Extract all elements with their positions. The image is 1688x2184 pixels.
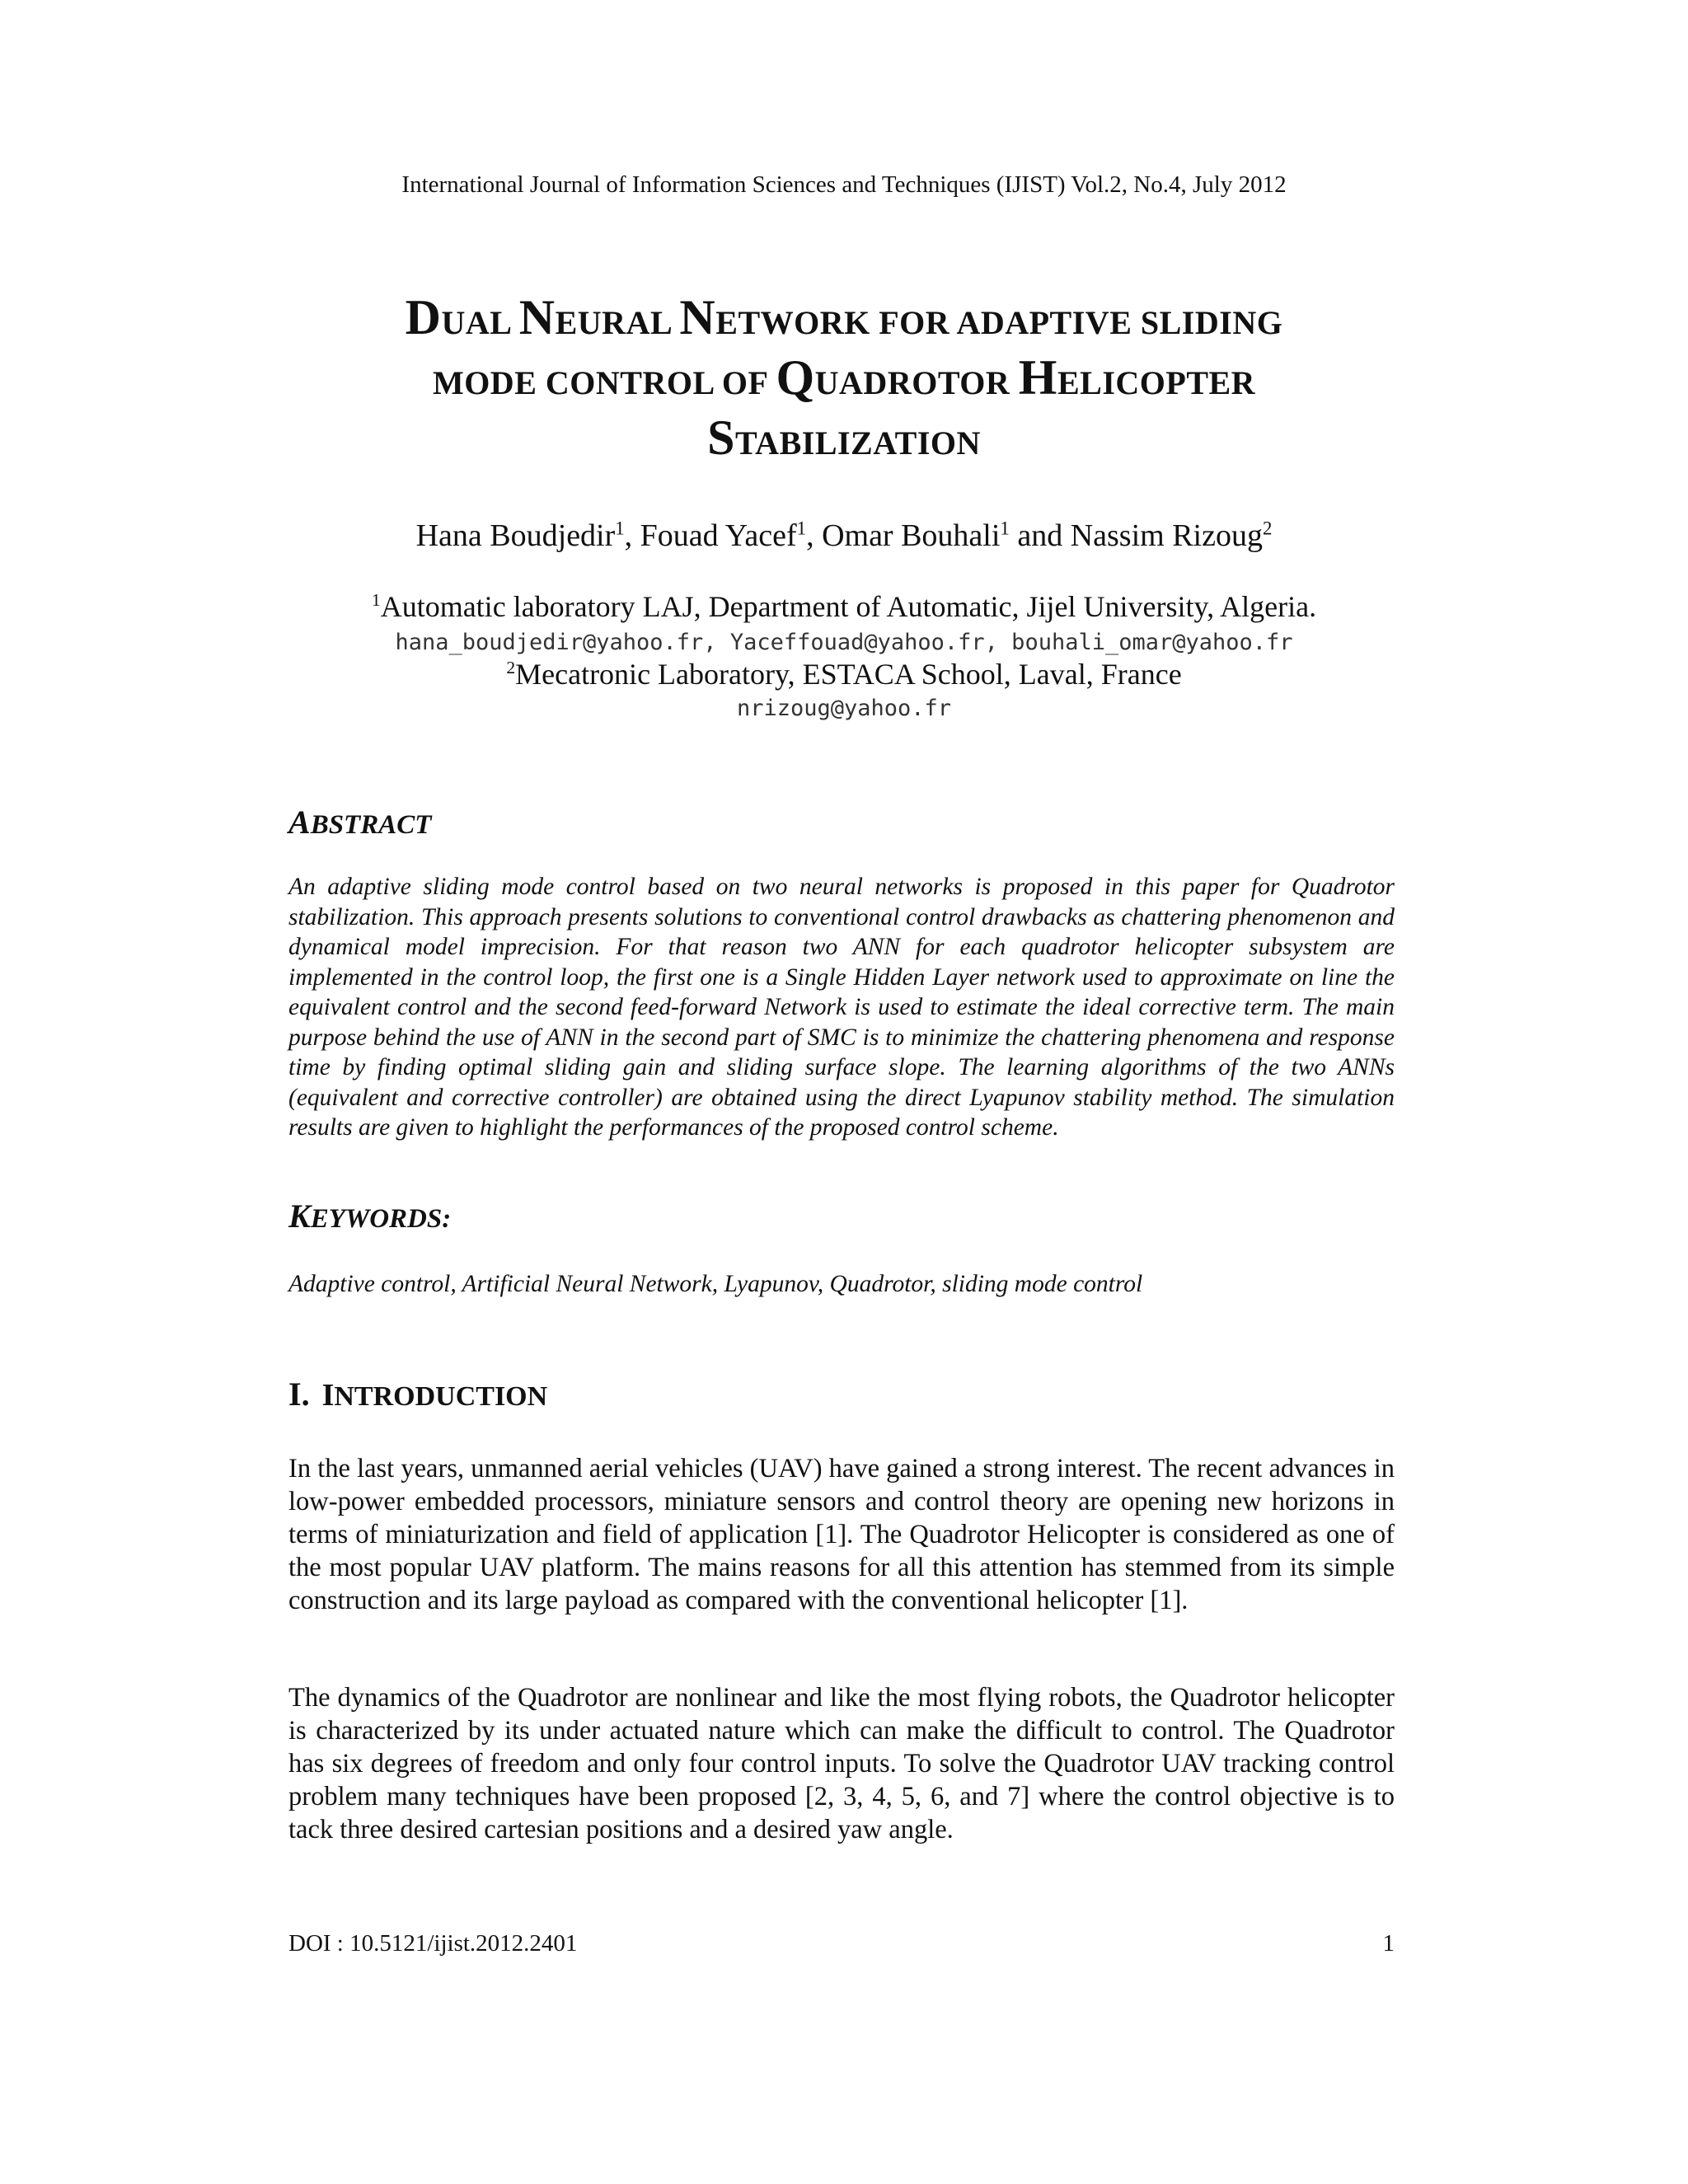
- paper-title: [0, 290, 1688, 471]
- affiliation-1: [0, 590, 1688, 623]
- title-line-1: [0, 290, 1688, 350]
- title-word: UAL: [441, 304, 519, 341]
- title-cap: S: [707, 410, 735, 465]
- affiliation-1-emails: hana_boudjedir@yahoo.fr, Yaceffouad@yahoo.fr, bouhali_omar@yahoo.fr: [395, 630, 1293, 655]
- author-name: , Omar Bouhali: [806, 518, 1001, 553]
- abstract-body: An adaptive sliding mode control based on two neural networks is proposed in this paper for Quadrotor stabilization. This approach presents solutions to conventional control drawbacks as chattering phenomenon and dynamical model imprecision. For that reason two ANN for each quadrotor helicopter subsystem are implemented in the control loop, the first one is a Single Hidden Layer network used to approximate on line the equivalent control and the second feed-forward Network is used to estimate the ideal corrective term. The main purpose behind the use of ANN in the second part of SMC is to minimize the chattering phenomena and response time by finding optimal sliding gain and sliding surface slope. The learning algorithms of the two ANNs (equivalent and corrective controller) are obtained using the direct Lyapunov stability method. The simulation results are given to highlight the performances of the proposed control scheme.: [288, 874, 1395, 1141]
- heading-rest: BSTRACT: [310, 810, 432, 840]
- title-word: EURAL: [555, 304, 680, 341]
- title-word: ELICOPTER: [1057, 364, 1256, 401]
- author-name: , Fouad Yacef: [624, 518, 797, 553]
- title-line-2: [0, 350, 1688, 410]
- title-word: UADROTOR: [814, 364, 1019, 401]
- title-line-3: [0, 410, 1688, 471]
- section-number: I.: [288, 1376, 310, 1413]
- title-cap: Q: [776, 350, 815, 405]
- heading-cap: I: [321, 1378, 335, 1413]
- author-list: [0, 518, 1688, 554]
- affil-text: Mecatronic Laboratory, ESTACA School, Laval, France: [515, 658, 1182, 691]
- title-cap: N: [679, 290, 716, 344]
- author-affil-mark: 1: [796, 518, 807, 539]
- title-cap: H: [1018, 350, 1057, 405]
- author-name: and Nassim Rizoug: [1009, 518, 1263, 553]
- title-word: ETWORK FOR ADAPTIVE SLIDING: [715, 304, 1283, 341]
- affiliation-2: [0, 658, 1688, 691]
- heading-rest: EYWORDS:: [310, 1204, 452, 1234]
- affil-mark: 2: [506, 658, 516, 677]
- author-affil-mark: 1: [1000, 518, 1010, 539]
- heading-cap: K: [288, 1197, 311, 1235]
- title-cap: N: [518, 290, 556, 344]
- intro-paragraph-2: The dynamics of the Quadrotor are nonlinear and like the most flying robots, the Quadrotor helicopter is characterized by its under actuated nature which can make the difficult to control. The Quadrotor has six degrees of freedom and only four control inputs. To solve the Quadrotor UAV tracking control problem many techniques have been proposed [2, 3, 4, 5, 6, and 7] where the control objective is to tack three desired cartesian positions and a desired yaw angle.: [288, 1683, 1395, 1844]
- heading-cap: A: [288, 804, 311, 841]
- author-affil-mark: 2: [1262, 518, 1273, 539]
- page-number: 1: [1382, 1930, 1395, 1957]
- running-header: International Journal of Information Sciences and Techniques (IJIST) Vol.2, No.4, July 2012: [401, 171, 1287, 198]
- author-affil-mark: 1: [615, 518, 625, 539]
- title-cap: D: [405, 290, 442, 344]
- title-word: TABILIZATION: [734, 424, 981, 462]
- intro-paragraph-1: In the last years, unmanned aerial vehicles (UAV) have gained a strong interest. The recent advances in low-power embedded processors, miniature sensors and control theory are opening new horizons in terms of miniaturization and field of application [1]. The Quadrotor Helicopter is considered as one of the most popular UAV platform. The mains reasons for all this attention has stemmed from its simple construction and its large payload as compared with the conventional helicopter [1].: [288, 1454, 1395, 1615]
- abstract-heading: [288, 803, 431, 841]
- keywords-heading: [288, 1197, 451, 1235]
- affil-mark: 1: [371, 590, 381, 610]
- affiliation-2-email: nrizoug@yahoo.fr: [736, 696, 952, 721]
- heading-rest: NTRODUCTION: [334, 1381, 548, 1412]
- author-name: Hana Boudjedir: [415, 518, 616, 553]
- title-word: MODE CONTROL OF: [432, 364, 776, 401]
- introduction-heading: [288, 1375, 547, 1413]
- affil-text: Automatic laboratory LAJ, Department of Automatic, Jijel University, Algeria.: [380, 590, 1317, 623]
- keywords-list: Adaptive control, Artificial Neural Network, Lyapunov, Quadrotor, sliding mode control: [288, 1271, 1143, 1297]
- footer-doi: DOI : 10.5121/ijist.2012.2401: [288, 1930, 578, 1957]
